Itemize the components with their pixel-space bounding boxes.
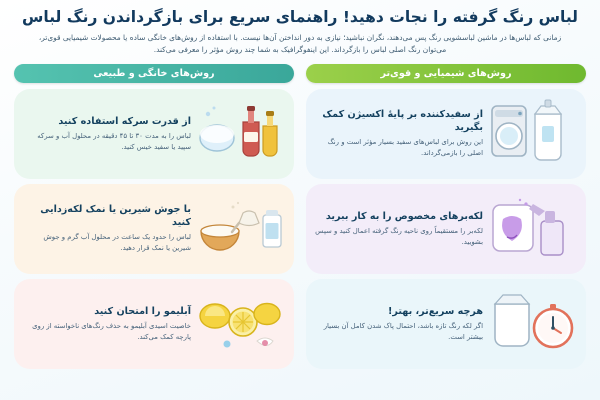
tip-card-oxygen-bleach <box>306 89 586 179</box>
band-natural-label: روش‌های خانگی و طبیعی <box>14 64 294 83</box>
page-title: لباس رنگ گرفته را نجات دهید! راهنمای سریع برای بازگرداندن رنگ لباس <box>22 8 578 26</box>
tip-title: از سفیدکننده بر پایهٔ اکسیژن کمک بگیرید <box>322 109 483 133</box>
tip-card-vinegar <box>14 89 294 179</box>
band-chemical-label: روش‌های شیمیایی و قوی‌تر <box>306 64 586 83</box>
lemon-icon <box>197 286 285 362</box>
baking-soda-bowl-icon <box>197 191 285 267</box>
tip-text <box>315 211 483 248</box>
tip-card-act-fast <box>306 279 586 369</box>
tip-title: از قدرت سرکه استفاده کنید <box>58 115 191 127</box>
vinegar-bottle-icon <box>197 96 285 172</box>
tip-text <box>23 116 191 153</box>
tip-body: اگر لکه رنگ تازه باشد، احتمال پاک شدن کامل آن بسیار بیشتر است. <box>323 322 483 341</box>
tip-text <box>23 204 191 253</box>
tip-body: لکه‌بر را مستقیماً روی ناحیه رنگ گرفته اعمال کنید و سپس بشویید. <box>315 227 483 246</box>
tip-body: لباس را حدود یک ساعت در محلول آب گرم و جوش شیرین یا نمک قرار دهید. <box>43 233 191 253</box>
tip-title: لکه‌برهای مخصوص را به کار ببرید <box>325 210 483 222</box>
column-chemical <box>300 64 592 378</box>
header <box>0 0 600 60</box>
tip-title: آبلیمو را امتحان کنید <box>94 305 191 317</box>
tip-body: لباس را به مدت ۳۰ تا ۴۵ دقیقه در محلول آب و سرکه سپید یا سفید خیس کنید. <box>37 132 191 151</box>
stopwatch-icon <box>489 286 577 362</box>
tip-text <box>315 109 483 158</box>
tip-text <box>23 306 191 343</box>
tip-card-baking-soda <box>14 184 294 274</box>
columns-container <box>0 60 600 378</box>
spray-bottle-icon <box>489 191 577 267</box>
tip-card-lemon <box>14 279 294 369</box>
tip-body: این روش برای لباس‌های سفید بسیار مؤثر است و رنگ اصلی را بازمی‌گرداند. <box>327 138 483 158</box>
page-subtitle: زمانی که لباس‌ها در ماشین لباسشویی رنگ پس می‌دهند، نگران نباشید؛ نیازی به دور انداختن آن‌ها نیست. با استفاده از روش‌های خانگی ساده یا محصولات شیمیایی قوی‌تر، می‌توان رنگ اصلی لباس را بازگرداند. این اینفوگرافیک به شما چند روش مؤثر را معرفی می‌کند. <box>38 33 562 55</box>
tip-title: با جوش شیرین یا نمک لکه‌زدایی کنید <box>40 204 191 228</box>
tip-body: خاصیت اسیدی آبلیمو به حذف رنگ‌های ناخواسته از روی پارچه کمک می‌کند. <box>32 322 191 341</box>
tip-title: هرچه سریع‌تر، بهتر! <box>387 305 483 317</box>
tip-card-stain-remover <box>306 184 586 274</box>
tip-text <box>315 306 483 343</box>
column-natural <box>8 64 300 378</box>
washing-machine-icon <box>489 96 577 172</box>
